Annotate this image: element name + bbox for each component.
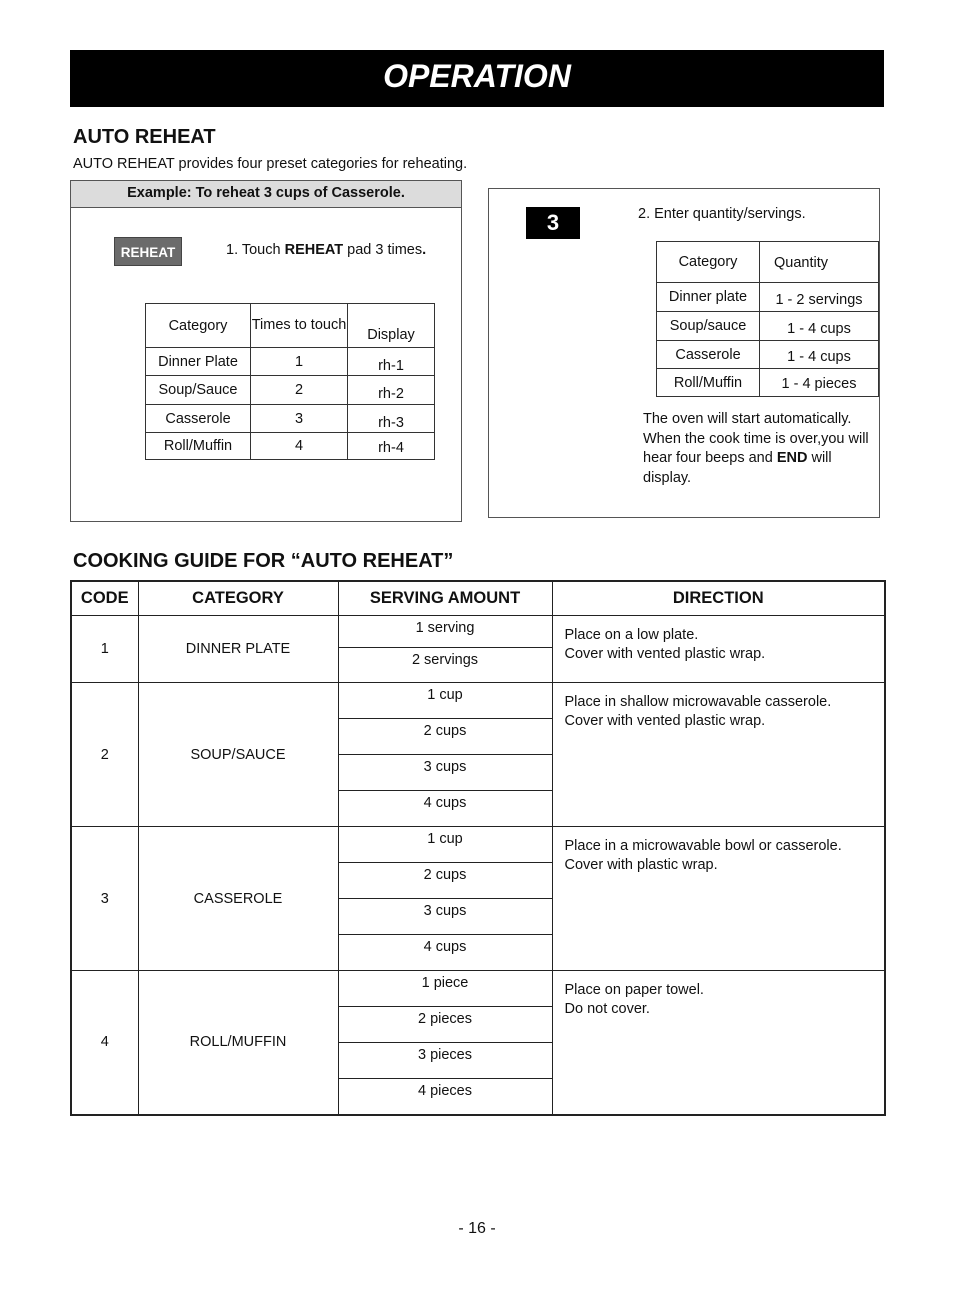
guide-serving-amount: 2 cups: [338, 863, 552, 899]
step-box: [488, 188, 880, 518]
table-header: Quantity: [760, 242, 879, 283]
guide-header-category: CATEGORY: [138, 581, 338, 616]
table-cell: rh-1: [348, 348, 435, 376]
auto-reheat-heading: AUTO REHEAT: [73, 126, 216, 148]
auto-reheat-intro: AUTO REHEAT provides four preset categories for reheating.: [73, 156, 468, 172]
table-cell: 1 - 4 cups: [760, 312, 879, 341]
guide-serving-amount: 3 pieces: [338, 1043, 552, 1079]
guide-serving-amount: 1 piece: [338, 971, 552, 1007]
table-row: [71, 971, 885, 1007]
table-cell: Dinner plate: [657, 283, 760, 312]
guide-category: DINNER PLATE: [138, 616, 338, 683]
table-header: Display: [348, 304, 435, 348]
step-number-badge: 3: [526, 207, 580, 239]
step-1-instruction: 1. Touch REHEAT pad 3 times.: [226, 242, 427, 258]
table-cell: Soup/sauce: [657, 312, 760, 341]
quantity-table: [656, 241, 879, 397]
guide-serving-amount: 4 pieces: [338, 1079, 552, 1115]
table-cell: rh-4: [348, 433, 435, 460]
table-cell: 1 - 4 cups: [760, 341, 879, 369]
step-2-instruction: 2. Enter quantity/servings.: [638, 206, 806, 222]
table-header: Category: [146, 304, 251, 348]
guide-serving-amount: 2 servings: [338, 648, 552, 683]
direction-line: Cover with vented plastic wrap.: [564, 646, 766, 662]
guide-serving-amount: 3 cups: [338, 899, 552, 935]
table-header: Category: [657, 242, 760, 283]
guide-code: 1: [71, 616, 138, 683]
direction-line: Place on paper towel.: [564, 982, 704, 998]
direction-line: Place in shallow microwavable casserole.: [564, 694, 832, 710]
guide-serving-amount: 1 serving: [338, 616, 552, 648]
guide-serving-amount: 1 cup: [338, 827, 552, 863]
guide-serving-amount: 4 cups: [338, 935, 552, 971]
table-cell: 1: [251, 348, 348, 376]
direction-line: Place in a microwavable bowl or casserole.: [564, 838, 842, 854]
guide-header-serving: SERVING AMOUNT: [338, 581, 552, 616]
guide-direction: [552, 827, 885, 971]
table-cell: 2: [251, 376, 348, 405]
guide-direction: [552, 971, 885, 1115]
table-cell: Roll/Muffin: [657, 369, 760, 397]
direction-line: Cover with plastic wrap.: [564, 857, 718, 873]
table-cell: Casserole: [657, 341, 760, 369]
cooking-guide-table: [70, 580, 886, 1116]
table-row: [71, 827, 885, 863]
guide-code: 2: [71, 683, 138, 827]
direction-line: Place on a low plate.: [564, 627, 699, 643]
guide-serving-amount: 4 cups: [338, 791, 552, 827]
table-cell: rh-2: [348, 376, 435, 405]
table-cell: 4: [251, 433, 348, 460]
direction-line: Do not cover.: [564, 1001, 650, 1017]
guide-header-direction: DIRECTION: [552, 581, 885, 616]
guide-serving-amount: 2 pieces: [338, 1007, 552, 1043]
table-cell: Soup/Sauce: [146, 376, 251, 405]
guide-category: ROLL/MUFFIN: [138, 971, 338, 1115]
example-title: Example: To reheat 3 cups of Casserole.: [71, 181, 461, 208]
table-cell: 3: [251, 405, 348, 433]
guide-serving-amount: 1 cup: [338, 683, 552, 719]
cooking-guide: [70, 580, 886, 1116]
example-box: [70, 180, 462, 522]
reheat-times-table: [145, 303, 435, 460]
auto-start-note: The oven will start automatically. When the cook time is over,you will hear four beeps and END will display.: [643, 411, 869, 486]
table-row: [71, 616, 885, 648]
guide-direction: [552, 683, 885, 827]
table-row: [71, 683, 885, 719]
guide-serving-amount: 3 cups: [338, 755, 552, 791]
guide-header-code: CODE: [71, 581, 138, 616]
direction-line: Cover with vented plastic wrap.: [564, 713, 766, 729]
page-number: - 16 -: [458, 1220, 496, 1237]
reheat-pad-icon: REHEAT: [114, 237, 182, 266]
table-cell: 1 - 2 servings: [760, 283, 879, 312]
guide-direction: [552, 616, 885, 683]
cooking-guide-heading: COOKING GUIDE FOR “AUTO REHEAT”: [73, 550, 454, 572]
table-cell: 1 - 4 pieces: [760, 369, 879, 397]
table-cell: rh-3: [348, 405, 435, 433]
guide-code: 4: [71, 971, 138, 1115]
guide-serving-amount: 2 cups: [338, 719, 552, 755]
guide-category: CASSEROLE: [138, 827, 338, 971]
guide-category: SOUP/SAUCE: [138, 683, 338, 827]
table-cell: Casserole: [146, 405, 251, 433]
guide-code: 3: [71, 827, 138, 971]
page-banner: OPERATION: [70, 50, 884, 107]
table-cell: Roll/Muffin: [146, 433, 251, 460]
table-header: Times to touch: [251, 304, 348, 348]
table-cell: Dinner Plate: [146, 348, 251, 376]
